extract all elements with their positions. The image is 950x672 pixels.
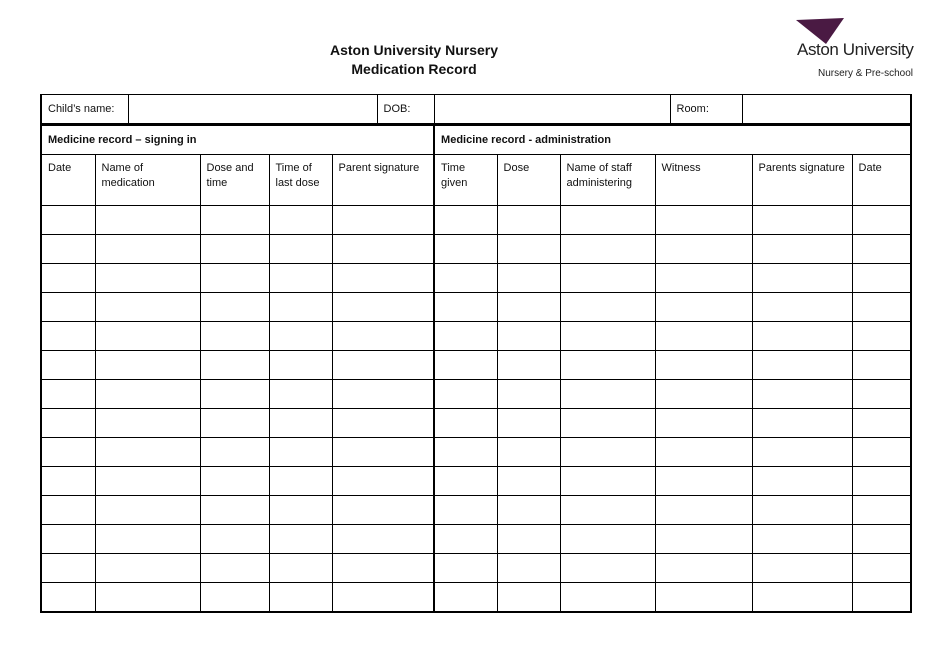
record-cell[interactable] [95, 380, 200, 409]
record-cell[interactable] [497, 206, 560, 235]
dob-field[interactable] [434, 95, 670, 124]
record-cell[interactable] [332, 583, 434, 613]
col-header-witness: Witness [655, 155, 752, 206]
record-cell[interactable] [655, 380, 752, 409]
table-row [41, 554, 911, 583]
record-cell[interactable] [655, 554, 752, 583]
record-cell[interactable] [332, 206, 434, 235]
record-cell[interactable] [434, 293, 497, 322]
record-cell[interactable] [497, 467, 560, 496]
record-cell[interactable] [95, 264, 200, 293]
record-cell[interactable] [269, 554, 332, 583]
record-cell[interactable] [200, 496, 269, 525]
record-cell[interactable] [497, 264, 560, 293]
record-cell[interactable] [434, 525, 497, 554]
record-cell[interactable] [497, 235, 560, 264]
record-cell[interactable] [655, 467, 752, 496]
record-cell[interactable] [655, 322, 752, 351]
record-cell[interactable] [332, 409, 434, 438]
record-cell[interactable] [852, 554, 911, 583]
record-cell[interactable] [332, 438, 434, 467]
record-cell[interactable] [41, 264, 95, 293]
record-cell[interactable] [41, 496, 95, 525]
col-header-time-last-dose: Time of last dose [269, 155, 332, 206]
record-cell[interactable] [200, 206, 269, 235]
record-cell[interactable] [852, 351, 911, 380]
record-cell[interactable] [41, 351, 95, 380]
table-row [41, 264, 911, 293]
record-cell[interactable] [41, 380, 95, 409]
record-cell[interactable] [41, 467, 95, 496]
record-cell[interactable] [200, 351, 269, 380]
record-cell[interactable] [200, 525, 269, 554]
record-cell[interactable] [560, 583, 655, 613]
col-header-time-given: Time given [434, 155, 497, 206]
record-cell[interactable] [655, 525, 752, 554]
table-row [41, 409, 911, 438]
record-cell[interactable] [560, 293, 655, 322]
record-cell[interactable] [269, 583, 332, 613]
table-row [41, 496, 911, 525]
record-cell[interactable] [497, 438, 560, 467]
record-cell[interactable] [560, 206, 655, 235]
record-cell[interactable] [655, 583, 752, 613]
record-cell[interactable] [752, 409, 852, 438]
record-cell[interactable] [95, 554, 200, 583]
record-cell[interactable] [852, 206, 911, 235]
table-row [41, 293, 911, 322]
record-cell[interactable] [332, 525, 434, 554]
record-cell[interactable] [434, 554, 497, 583]
record-cell[interactable] [200, 409, 269, 438]
record-cell[interactable] [200, 554, 269, 583]
record-cell[interactable] [434, 351, 497, 380]
record-cell[interactable] [41, 583, 95, 613]
record-cell[interactable] [41, 293, 95, 322]
record-cell[interactable] [752, 264, 852, 293]
record-cell[interactable] [560, 380, 655, 409]
record-cell[interactable] [200, 380, 269, 409]
record-cell[interactable] [200, 264, 269, 293]
record-cell[interactable] [332, 496, 434, 525]
record-cell[interactable] [95, 467, 200, 496]
record-cell[interactable] [852, 293, 911, 322]
record-cell[interactable] [269, 206, 332, 235]
record-cell[interactable] [497, 322, 560, 351]
record-cell[interactable] [655, 496, 752, 525]
record-cell[interactable] [852, 583, 911, 613]
record-cell[interactable] [95, 351, 200, 380]
aston-university-logo [793, 18, 923, 84]
record-cell[interactable] [41, 206, 95, 235]
col-header-staff-name: Name of staff administering [560, 155, 655, 206]
title-line-1: Aston University Nursery [329, 42, 499, 58]
record-cell[interactable] [200, 322, 269, 351]
section-administration: Medicine record - administration [434, 125, 911, 155]
record-cell[interactable] [497, 554, 560, 583]
record-cell[interactable] [95, 235, 200, 264]
record-cell[interactable] [434, 496, 497, 525]
record-cell[interactable] [852, 264, 911, 293]
record-cell[interactable] [332, 235, 434, 264]
record-cell[interactable] [655, 438, 752, 467]
col-header-medication-name: Name of medication [95, 155, 200, 206]
record-cell[interactable] [200, 293, 269, 322]
room-label: Room: [670, 95, 742, 124]
record-cell[interactable] [655, 264, 752, 293]
record-cell[interactable] [269, 322, 332, 351]
table-row [41, 322, 911, 351]
table-row [41, 525, 911, 554]
record-cell[interactable] [434, 467, 497, 496]
table-row [41, 438, 911, 467]
record-cell[interactable] [269, 409, 332, 438]
record-cell[interactable] [95, 206, 200, 235]
record-cell[interactable] [41, 409, 95, 438]
record-cell[interactable] [95, 438, 200, 467]
record-cell[interactable] [41, 322, 95, 351]
record-cell[interactable] [752, 583, 852, 613]
record-cell[interactable] [200, 583, 269, 613]
record-cell[interactable] [560, 496, 655, 525]
record-cell[interactable] [200, 235, 269, 264]
record-cell[interactable] [560, 264, 655, 293]
record-cell[interactable] [95, 293, 200, 322]
record-cell[interactable] [852, 525, 911, 554]
record-cell[interactable] [655, 351, 752, 380]
record-cell[interactable] [560, 438, 655, 467]
table-row [41, 583, 911, 613]
record-cell[interactable] [269, 351, 332, 380]
record-cell[interactable] [41, 525, 95, 554]
record-cell[interactable] [852, 438, 911, 467]
record-cell[interactable] [497, 496, 560, 525]
record-cell[interactable] [752, 322, 852, 351]
table-row [41, 206, 911, 235]
record-cell[interactable] [655, 235, 752, 264]
record-cell[interactable] [655, 206, 752, 235]
title-line-2: Medication Record [351, 61, 477, 77]
record-cell[interactable] [752, 467, 852, 496]
record-cell[interactable] [95, 409, 200, 438]
table-row [41, 380, 911, 409]
child-info-table [40, 94, 912, 124]
record-cell[interactable] [434, 264, 497, 293]
record-cell[interactable] [852, 467, 911, 496]
record-cell[interactable] [560, 554, 655, 583]
record-cell[interactable] [560, 467, 655, 496]
record-cell[interactable] [852, 496, 911, 525]
record-cell[interactable] [332, 467, 434, 496]
record-cell[interactable] [200, 438, 269, 467]
table-row [41, 351, 911, 380]
record-cell[interactable] [269, 525, 332, 554]
record-cell[interactable] [655, 409, 752, 438]
record-cell[interactable] [434, 380, 497, 409]
record-cell[interactable] [852, 322, 911, 351]
record-cell[interactable] [269, 438, 332, 467]
table-row [41, 235, 911, 264]
record-cell[interactable] [95, 496, 200, 525]
record-cell[interactable] [560, 409, 655, 438]
record-cell[interactable] [752, 293, 852, 322]
record-cell[interactable] [434, 235, 497, 264]
record-cell[interactable] [332, 322, 434, 351]
record-cell[interactable] [434, 409, 497, 438]
record-cell[interactable] [332, 264, 434, 293]
record-cell[interactable] [497, 380, 560, 409]
record-cell[interactable] [752, 438, 852, 467]
medication-record-table [40, 124, 912, 613]
record-cell[interactable] [95, 322, 200, 351]
record-cell[interactable] [752, 206, 852, 235]
col-header-admin-date: Date [852, 155, 911, 206]
record-cell[interactable] [269, 380, 332, 409]
logo-name: Aston University [797, 40, 914, 59]
record-cell[interactable] [752, 235, 852, 264]
record-cell[interactable] [752, 554, 852, 583]
record-cell[interactable] [497, 409, 560, 438]
col-header-parent-signature: Parent signature [332, 155, 434, 206]
record-cell[interactable] [852, 409, 911, 438]
col-header-dose: Dose [497, 155, 560, 206]
record-cell[interactable] [752, 380, 852, 409]
child-name-label: Child’s name: [41, 95, 128, 124]
record-cell[interactable] [269, 496, 332, 525]
record-cell[interactable] [95, 525, 200, 554]
record-cell[interactable] [497, 293, 560, 322]
logo-subtitle: Nursery & Pre-school [818, 68, 914, 79]
record-cell[interactable] [560, 525, 655, 554]
record-cell[interactable] [655, 293, 752, 322]
record-cell[interactable] [434, 438, 497, 467]
record-cell[interactable] [434, 206, 497, 235]
record-cell[interactable] [497, 525, 560, 554]
record-cell[interactable] [332, 293, 434, 322]
dob-label: DOB: [377, 95, 434, 124]
record-cell[interactable] [434, 322, 497, 351]
section-signing-in: Medicine record – signing in [41, 125, 434, 155]
col-header-dose-and-time: Dose and time [200, 155, 269, 206]
document-title [264, 41, 564, 79]
record-cell[interactable] [852, 380, 911, 409]
record-cell[interactable] [41, 554, 95, 583]
record-rows [41, 206, 911, 613]
record-cell[interactable] [41, 438, 95, 467]
table-row [41, 467, 911, 496]
record-cell[interactable] [752, 351, 852, 380]
record-cell[interactable] [41, 235, 95, 264]
col-header-parents-signature: Parents signature [752, 155, 852, 206]
record-cell[interactable] [497, 583, 560, 613]
record-cell[interactable] [269, 293, 332, 322]
record-cell[interactable] [269, 264, 332, 293]
record-cell[interactable] [200, 467, 269, 496]
room-field[interactable] [742, 95, 911, 124]
child-name-field[interactable] [128, 95, 377, 124]
record-cell[interactable] [269, 235, 332, 264]
record-cell[interactable] [332, 351, 434, 380]
record-cell[interactable] [852, 235, 911, 264]
record-cell[interactable] [752, 496, 852, 525]
record-cell[interactable] [752, 525, 852, 554]
record-cell[interactable] [434, 583, 497, 613]
record-cell[interactable] [332, 554, 434, 583]
col-header-date: Date [41, 155, 95, 206]
record-cell[interactable] [560, 235, 655, 264]
record-cell[interactable] [95, 583, 200, 613]
record-cell[interactable] [269, 467, 332, 496]
record-cell[interactable] [332, 380, 434, 409]
record-cell[interactable] [560, 322, 655, 351]
record-cell[interactable] [560, 351, 655, 380]
record-cell[interactable] [497, 351, 560, 380]
